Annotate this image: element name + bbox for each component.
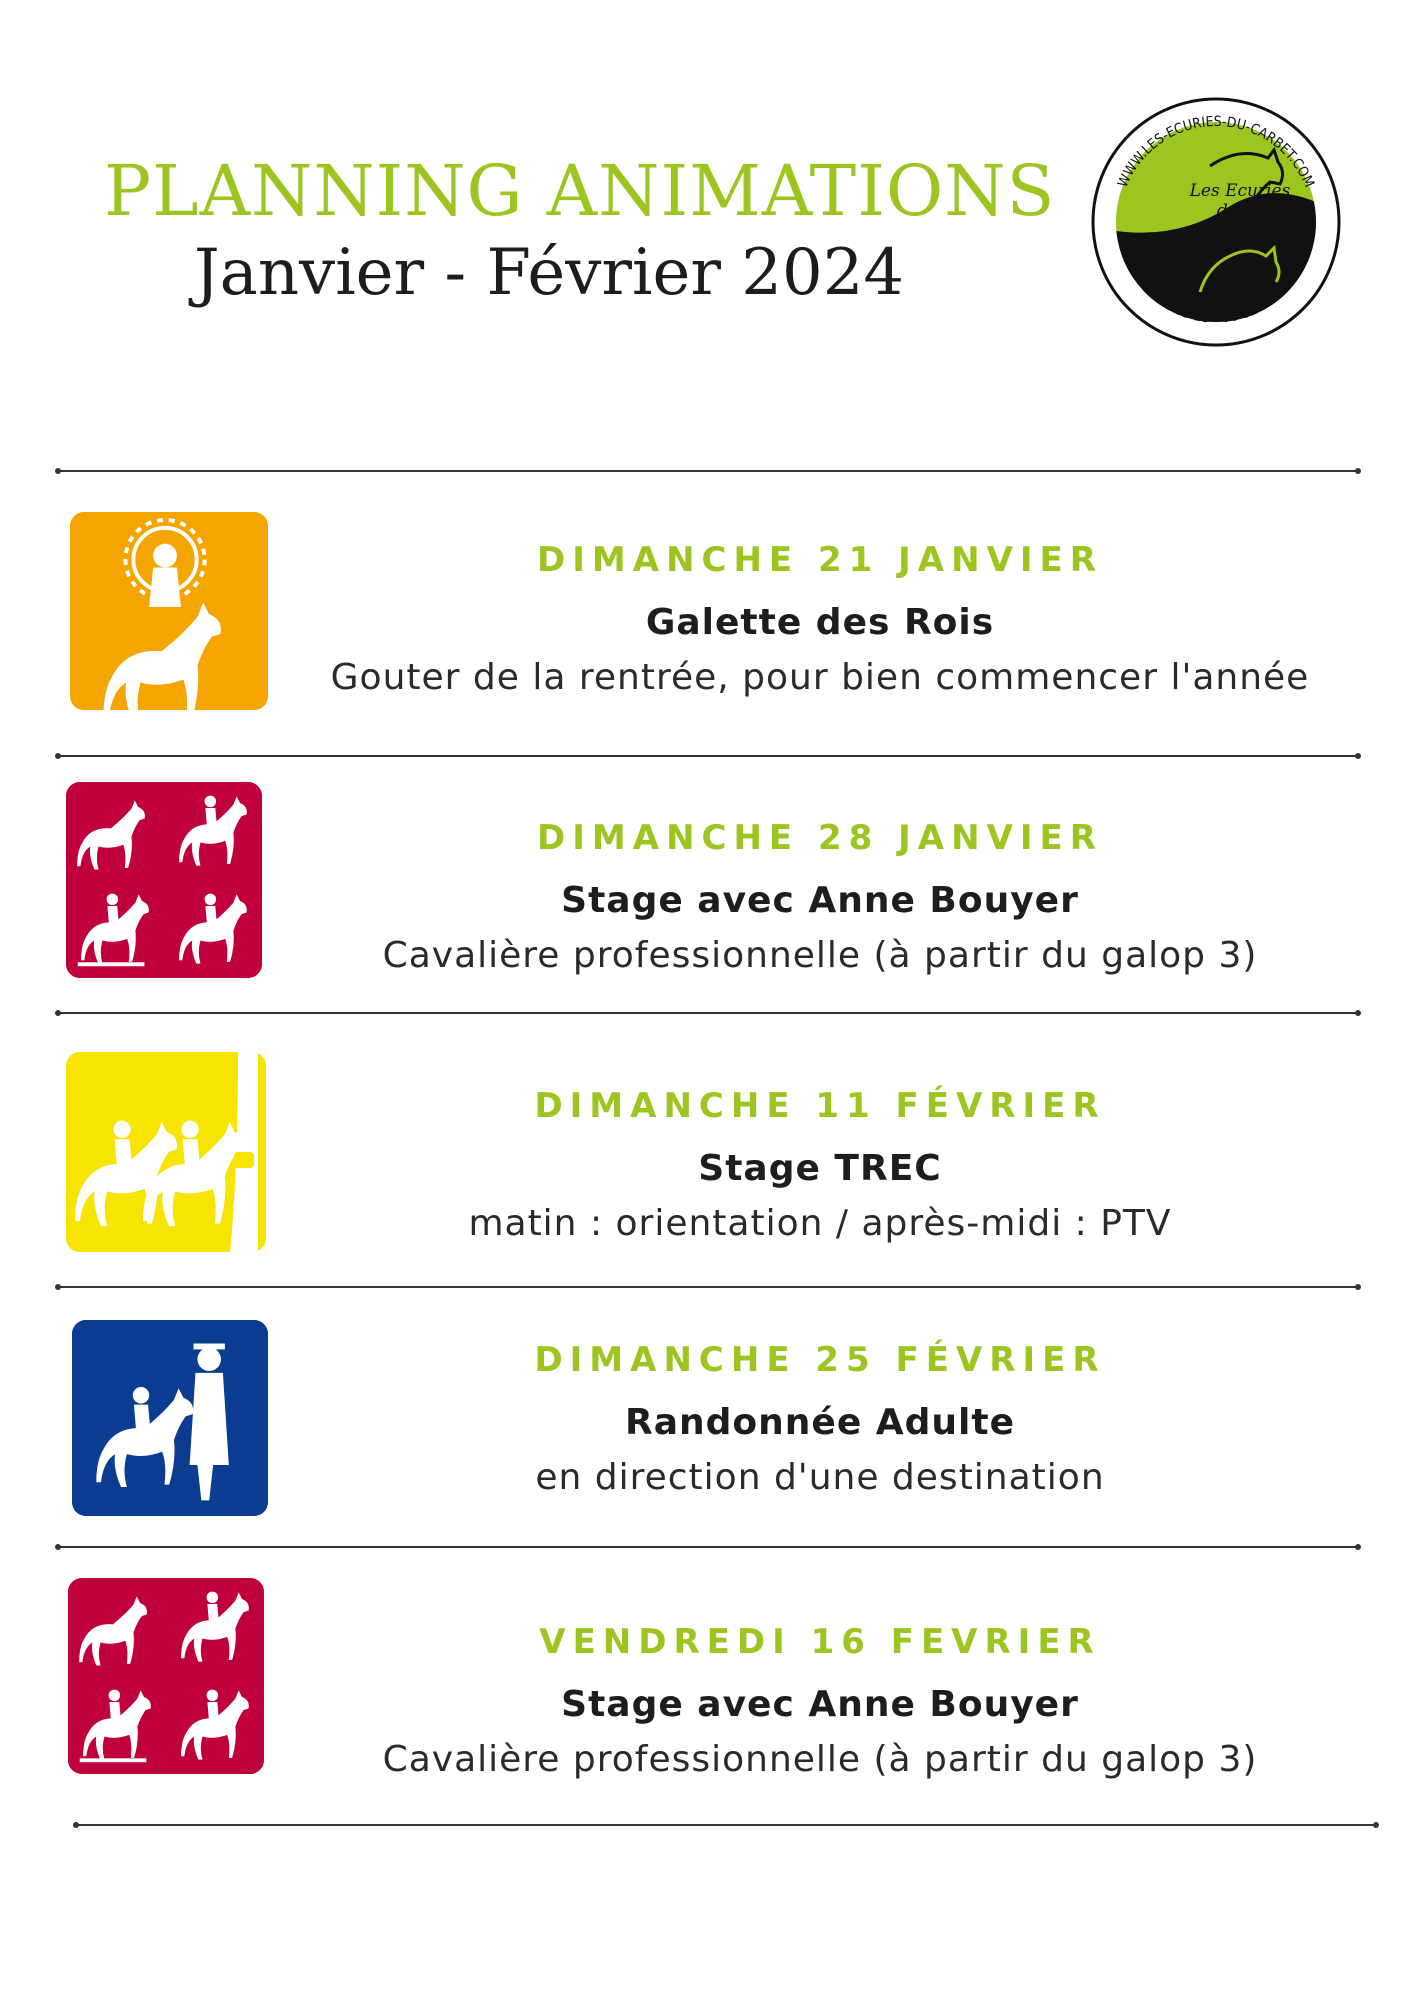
- logo-brand-line1: Les Ecuries: [1189, 181, 1291, 201]
- page-subtitle: Janvier - Février 2024: [194, 236, 905, 310]
- event-name: Randonnée Adulte: [625, 1402, 1015, 1443]
- equestrian-disciplines-icon: [68, 1578, 264, 1774]
- event-description: Cavalière professionnelle (à partir du galop 3): [382, 935, 1258, 976]
- divider: [58, 755, 1358, 757]
- event-name: Galette des Rois: [645, 602, 995, 643]
- event-name: Stage avec Anne Bouyer: [561, 880, 1079, 921]
- divider: [58, 1546, 1358, 1548]
- logo-website: WWW.LES-ECURIES-DU-CARBET.COM: [1114, 113, 1318, 190]
- header: [0, 0, 1414, 360]
- hiking-horse-icon: [72, 1320, 268, 1516]
- equestrian-disciplines-icon: [66, 782, 262, 978]
- event-description: matin : orientation / après-midi : PTV: [468, 1203, 1172, 1244]
- event-description: Gouter de la rentrée, pour bien commencer l'année: [330, 657, 1310, 698]
- jester-rider-icon: [70, 512, 268, 710]
- event-description: Cavalière professionnelle (à partir du galop 3): [382, 1739, 1258, 1780]
- divider: [58, 1286, 1358, 1288]
- event-date: DIMANCHE 11 FÉVRIER: [534, 1086, 1106, 1126]
- divider: [58, 470, 1358, 472]
- event-description: en direction d'une destination: [535, 1457, 1105, 1498]
- page-title: PLANNING ANIMATIONS: [104, 150, 1056, 232]
- divider: [76, 1824, 1376, 1826]
- event-date: DIMANCHE 28 JANVIER: [537, 818, 1103, 858]
- event-name: Stage avec Anne Bouyer: [561, 1684, 1079, 1725]
- event-date: VENDREDI 16 FEVRIER: [539, 1622, 1101, 1662]
- trec-riders-icon: [66, 1052, 266, 1252]
- stable-logo: [1090, 96, 1342, 348]
- event-date: DIMANCHE 21 JANVIER: [537, 540, 1103, 580]
- logo-phones: 05 46 76 05 23 - 06 82 99 93 34: [1126, 264, 1306, 327]
- logo-location: ST TROJAN LES BAINS: [1237, 225, 1303, 232]
- event-date: DIMANCHE 25 FÉVRIER: [534, 1340, 1106, 1380]
- divider: [58, 1012, 1358, 1014]
- event-name: Stage TREC: [698, 1148, 942, 1189]
- logo-brand-line2: du Carbet: [1216, 201, 1304, 221]
